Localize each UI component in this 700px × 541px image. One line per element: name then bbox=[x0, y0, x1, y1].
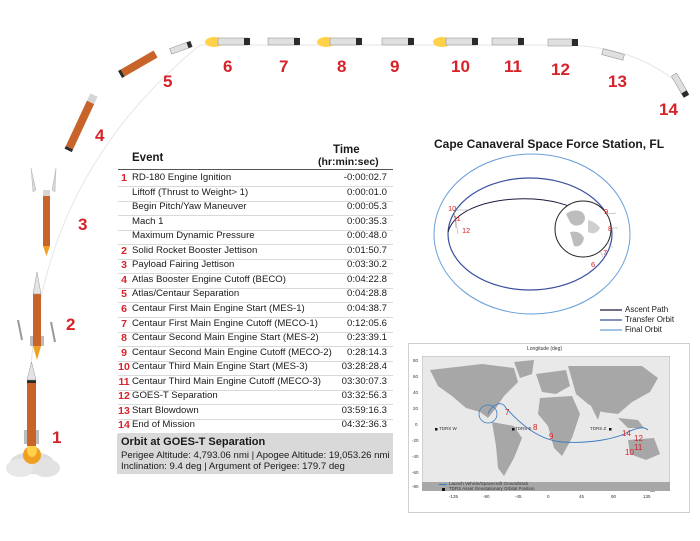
event-number: 11 bbox=[118, 375, 130, 388]
rocket-stage-4 bbox=[65, 93, 98, 152]
centaur-stage-7 bbox=[268, 38, 300, 45]
x-tick-3: 0 bbox=[547, 494, 550, 499]
map-legend-tdrs: TDRS Asset Geostationary Orbital Position bbox=[449, 486, 535, 491]
groundtrack-title: Longitude (deg) bbox=[527, 346, 563, 352]
event-number: 4 bbox=[121, 273, 127, 286]
event-number: 14 bbox=[118, 419, 130, 432]
event-name: Atlas Booster Engine Cutoff (BECO) bbox=[132, 273, 286, 285]
centaur-stage-11 bbox=[492, 38, 524, 45]
event-number: 5 bbox=[121, 288, 127, 301]
event-time: -0:00:02.7 bbox=[343, 172, 387, 183]
event-name: Maximum Dynamic Pressure bbox=[132, 230, 255, 242]
tdrs-z-marker bbox=[609, 428, 612, 431]
event-name: RD-180 Engine Ignition bbox=[132, 172, 232, 183]
map-label-7: 7 bbox=[505, 408, 510, 417]
event-name: Atlas/Centaur Separation bbox=[132, 288, 240, 300]
y-tick-6: -40 bbox=[412, 454, 419, 459]
event-time: 0:04:28.8 bbox=[346, 288, 387, 300]
event-time: 03:28:28.4 bbox=[341, 361, 387, 373]
groundtrack-map bbox=[408, 343, 690, 513]
event-name: Mach 1 bbox=[132, 215, 164, 227]
y-tick-2: 40 bbox=[413, 390, 419, 395]
y-tick-0: 80 bbox=[413, 358, 419, 363]
centaur-stage-12 bbox=[548, 39, 578, 46]
rocket-stage-1 bbox=[24, 362, 39, 446]
map-legend-track: Launch Vehicle/Spacecraft Groundtrack bbox=[449, 481, 529, 486]
event-time: 0:04:38.7 bbox=[346, 302, 387, 314]
x-tick-4: 45 bbox=[579, 494, 585, 499]
orbit-summary-line-2: Inclination: 9.4 deg | Argument of Perigee: 179.7 deg bbox=[121, 461, 345, 472]
map-label-8: 8 bbox=[533, 423, 538, 432]
world-map bbox=[422, 356, 670, 491]
orbit-diagram-title: Cape Canaveral Space Force Station, FL bbox=[434, 137, 665, 151]
orbit-label-10: 10 bbox=[448, 204, 457, 213]
event-name: Start Blowdown bbox=[132, 404, 199, 416]
x-tick-2: -45 bbox=[515, 494, 522, 499]
event-time: 0:12:05.6 bbox=[346, 317, 387, 329]
events-header-event: Event bbox=[132, 152, 164, 164]
event-number: 13 bbox=[118, 404, 130, 417]
tdrs-w-marker bbox=[435, 428, 438, 431]
events-header-time-units: (hr:min:sec) bbox=[318, 156, 379, 168]
stage-number-3: 3 bbox=[78, 215, 88, 234]
event-number: 1 bbox=[121, 172, 127, 184]
rocket-stage-3 bbox=[31, 168, 56, 256]
event-time: 04:32:36.3 bbox=[341, 419, 387, 431]
event-name: Centaur Third Main Engine Start (MES-3) bbox=[132, 361, 308, 373]
stage-number-6: 6 bbox=[223, 57, 233, 76]
map-label-12: 12 bbox=[634, 434, 643, 443]
event-number: 3 bbox=[121, 259, 127, 272]
rocket-stage-5 bbox=[118, 51, 158, 78]
centaur-stage-5 bbox=[170, 41, 193, 54]
legend-final-orbit: Final Orbit bbox=[625, 325, 662, 334]
event-time: 03:32:56.3 bbox=[341, 390, 387, 402]
event-name: Centaur First Main Engine Cutoff (MECO-1) bbox=[132, 317, 318, 329]
x-tick-0: -135 bbox=[449, 494, 459, 499]
x-tick-5: 90 bbox=[611, 494, 617, 499]
rocket-stage-2 bbox=[18, 272, 55, 360]
legend-transfer-orbit: Transfer Orbit bbox=[625, 315, 675, 324]
orbit-label-9: 9 bbox=[604, 207, 609, 216]
event-name: Payload Fairing Jettison bbox=[132, 259, 235, 271]
event-time: 0:01:50.7 bbox=[346, 244, 387, 256]
legend-ascent-path: Ascent Path bbox=[625, 305, 669, 314]
event-name: Centaur Third Main Engine Cutoff (MECO-3) bbox=[132, 375, 321, 387]
event-name: Begin Pitch/Yaw Maneuver bbox=[132, 201, 247, 213]
x-tick-1: -90 bbox=[483, 494, 490, 499]
stage-number-10: 10 bbox=[451, 57, 470, 76]
events-header-rule bbox=[118, 169, 393, 170]
event-time: 0:04:22.8 bbox=[346, 273, 387, 285]
map-legend-tdrs-swatch bbox=[442, 488, 445, 491]
event-time: 03:30:07.3 bbox=[341, 375, 387, 387]
event-name: GOES-T Separation bbox=[132, 390, 218, 402]
event-time: 0:28:14.3 bbox=[346, 346, 387, 358]
event-number: 10 bbox=[118, 361, 130, 374]
event-number: 7 bbox=[121, 317, 127, 330]
orbit-label-11: 11 bbox=[453, 214, 461, 223]
event-time: 0:00:01.0 bbox=[346, 186, 387, 198]
stage-number-9: 9 bbox=[390, 57, 400, 76]
map-label-11: 11 bbox=[634, 443, 643, 452]
y-tick-3: 20 bbox=[413, 406, 419, 411]
event-time: 0:00:35.3 bbox=[346, 215, 387, 227]
stage-number-1: 1 bbox=[52, 428, 62, 447]
event-number: 6 bbox=[121, 302, 127, 315]
orbit-summary-box bbox=[117, 434, 393, 474]
event-name: Centaur First Main Engine Start (MES-1) bbox=[132, 302, 305, 314]
event-number: 12 bbox=[118, 390, 130, 403]
event-name: Liftoff (Thrust to Weight> 1) bbox=[132, 186, 249, 198]
event-name: End of Mission bbox=[132, 419, 195, 431]
stage-number-4: 4 bbox=[95, 126, 105, 145]
y-tick-8: -80 bbox=[412, 484, 419, 489]
stage-number-5: 5 bbox=[163, 72, 173, 91]
orbit-label-8: 8 bbox=[608, 224, 613, 233]
x-tick-6: 135 bbox=[643, 494, 651, 499]
map-legend-track-swatch bbox=[439, 484, 447, 485]
y-tick-7: -60 bbox=[412, 470, 419, 475]
tdrs-w-label: TDRS W bbox=[439, 426, 457, 431]
event-number: 2 bbox=[121, 244, 127, 257]
launch-exhaust-cloud bbox=[6, 443, 60, 477]
centaur-stage-14 bbox=[671, 73, 689, 98]
event-number: 9 bbox=[121, 346, 127, 359]
event-name: Centaur Second Main Engine Start (MES-2) bbox=[132, 332, 319, 344]
orbit-label-7: 7 bbox=[603, 248, 608, 257]
orbit-summary-title: Orbit at GOES-T Separation bbox=[121, 436, 266, 448]
event-number: 8 bbox=[121, 332, 127, 345]
orbit-label-6: 6 bbox=[591, 260, 596, 269]
event-time: 03:59:16.3 bbox=[341, 404, 387, 416]
event-time: 0:23:39.1 bbox=[346, 332, 387, 344]
orbit-label-12: 12 bbox=[462, 226, 471, 235]
orbit-summary-line-1: Perigee Altitude: 4,793.06 nmi | Apogee Altitude: 19,053.26 nmi bbox=[121, 450, 390, 461]
event-name: Solid Rocket Booster Jettison bbox=[132, 244, 258, 256]
map-label-10: 10 bbox=[625, 448, 634, 457]
y-tick-4: 0 bbox=[415, 422, 418, 427]
event-row bbox=[118, 418, 393, 434]
event-time: 0:00:05.3 bbox=[346, 201, 387, 213]
centaur-stage-9 bbox=[382, 38, 414, 45]
stage-number-8: 8 bbox=[337, 57, 347, 76]
stage-number-12: 12 bbox=[551, 60, 570, 79]
y-tick-1: 60 bbox=[413, 374, 419, 379]
map-label-14: 14 bbox=[622, 429, 631, 438]
event-time: 0:03:30.2 bbox=[346, 259, 387, 271]
stage-number-2: 2 bbox=[66, 315, 76, 334]
stage-number-11: 11 bbox=[504, 57, 522, 76]
event-time: 0:00:48.0 bbox=[346, 230, 387, 242]
tdrs-z-label: TDRS Z bbox=[590, 426, 607, 431]
events-header-time: Time bbox=[333, 144, 360, 156]
stage-number-13: 13 bbox=[608, 72, 627, 91]
y-tick-5: -20 bbox=[412, 438, 419, 443]
event-name: Centaur Second Main Engine Cutoff (MECO-2) bbox=[132, 346, 332, 358]
map-label-9: 9 bbox=[549, 432, 554, 441]
stage-number-14: 14 bbox=[659, 100, 678, 119]
tdrs-e-label: TDRS E bbox=[515, 426, 532, 431]
stage-number-7: 7 bbox=[279, 57, 289, 76]
